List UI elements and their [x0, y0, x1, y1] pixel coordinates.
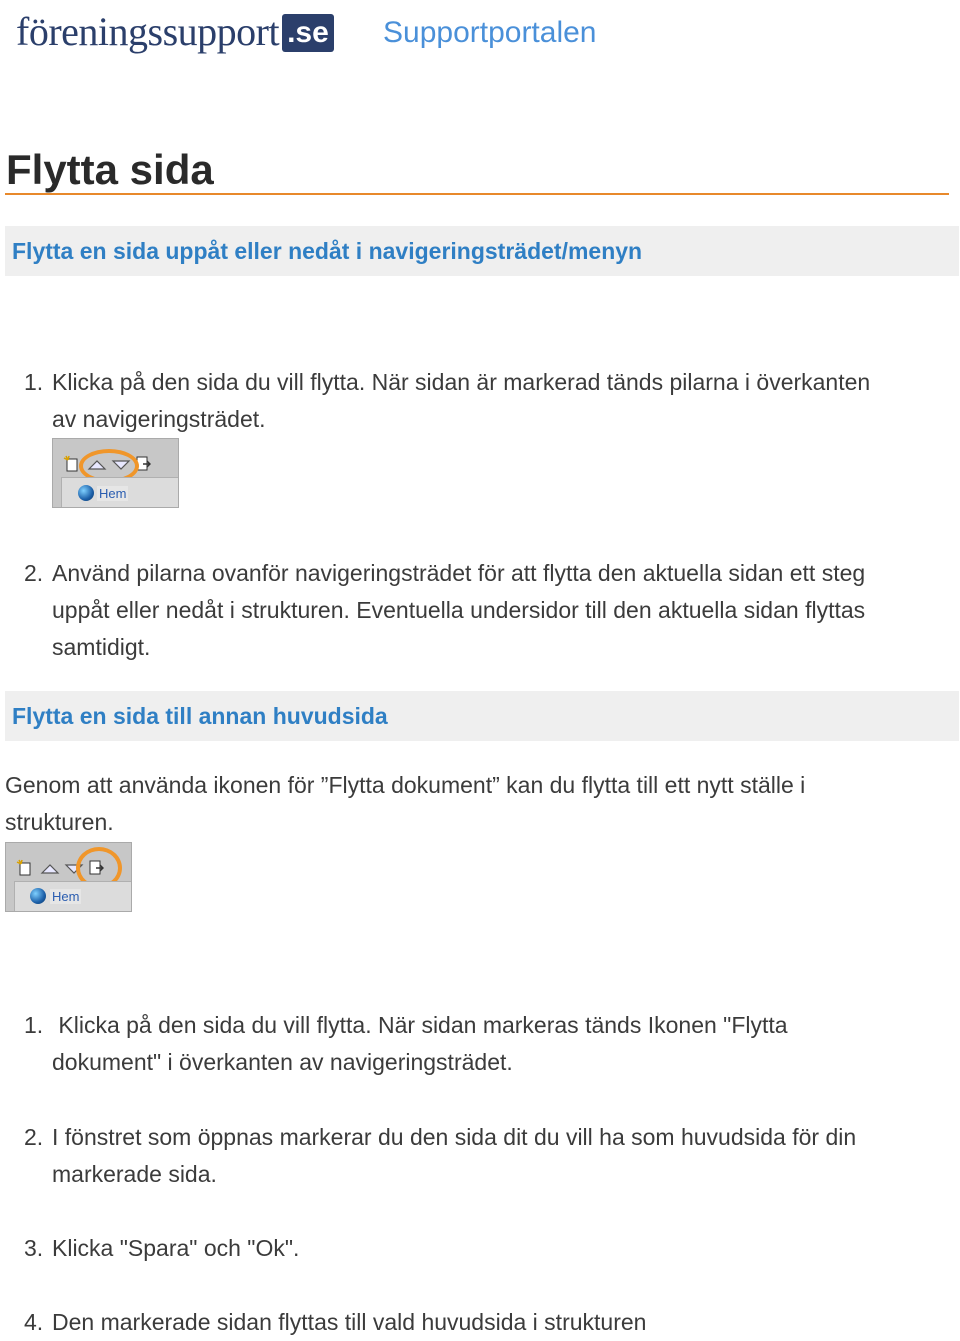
title-divider [5, 193, 949, 195]
globe-icon [78, 485, 94, 501]
step-text-line: I fönstret som öppnas markerar du den sida dit du vill ha som huvudsida för din [52, 1124, 857, 1150]
section-heading-text: Flytta en sida till annan huvudsida [12, 703, 388, 729]
intro-text-line: Genom att använda ikonen för ”Flytta dokument” kan du flytta till ett nytt ställe i [5, 772, 806, 798]
step-text-line: dokument" i överkanten av navigeringsträdet. [52, 1049, 513, 1075]
site-logo[interactable] [16, 4, 334, 56]
new-page-icon [16, 859, 34, 877]
step-number: 1. [24, 1012, 44, 1038]
section-heading-text: Flytta en sida uppåt eller nedåt i navigeringsträdet/menyn [12, 238, 643, 264]
section-heading-move-to-parent [5, 691, 959, 741]
intro-text-line: strukturen. [5, 809, 114, 835]
tree-item-label: Hem [99, 486, 127, 501]
portal-title[interactable]: Supportportalen [383, 16, 597, 49]
step-text-line: Klicka på den sida du vill flytta. När sidan markeras tänds Ikonen "Flytta [52, 1012, 788, 1038]
step-number: 4. [24, 1309, 44, 1335]
page-title: Flytta sida [6, 146, 214, 193]
step-text-line: Den markerade sidan flyttas till vald huvudsida i strukturen [52, 1309, 647, 1335]
logo-name: föreningssupport [16, 9, 280, 54]
step-text-line: Klicka på den sida du vill flytta. När sidan är markerad tänds pilarna i överkanten [52, 369, 871, 395]
step-text-line: uppåt eller nedåt i strukturen. Eventuella undersidor till den aktuella sidan flyttas [52, 597, 866, 623]
step-number: 3. [24, 1235, 44, 1261]
step-text-line: markerade sida. [52, 1161, 217, 1187]
section-heading-move-up-down [5, 226, 959, 276]
step-text-line: Klicka "Spara" och "Ok". [52, 1235, 300, 1261]
step-text-line: samtidigt. [52, 634, 151, 660]
step-text-line: av navigeringsträdet. [52, 406, 266, 432]
globe-icon [30, 888, 46, 904]
step-text-line: Använd pilarna ovanför navigeringsträdet för att flytta den aktuella sidan ett steg [52, 560, 866, 586]
tree-item-label: Hem [52, 889, 80, 904]
step-number: 2. [24, 560, 44, 586]
arrow-up-icon [40, 863, 60, 875]
step-number: 2. [24, 1124, 44, 1150]
logo-tld: .se [282, 14, 334, 52]
screenshot-move-document [5, 842, 132, 912]
screenshot-arrows [52, 438, 179, 508]
step-number: 1. [24, 369, 44, 395]
